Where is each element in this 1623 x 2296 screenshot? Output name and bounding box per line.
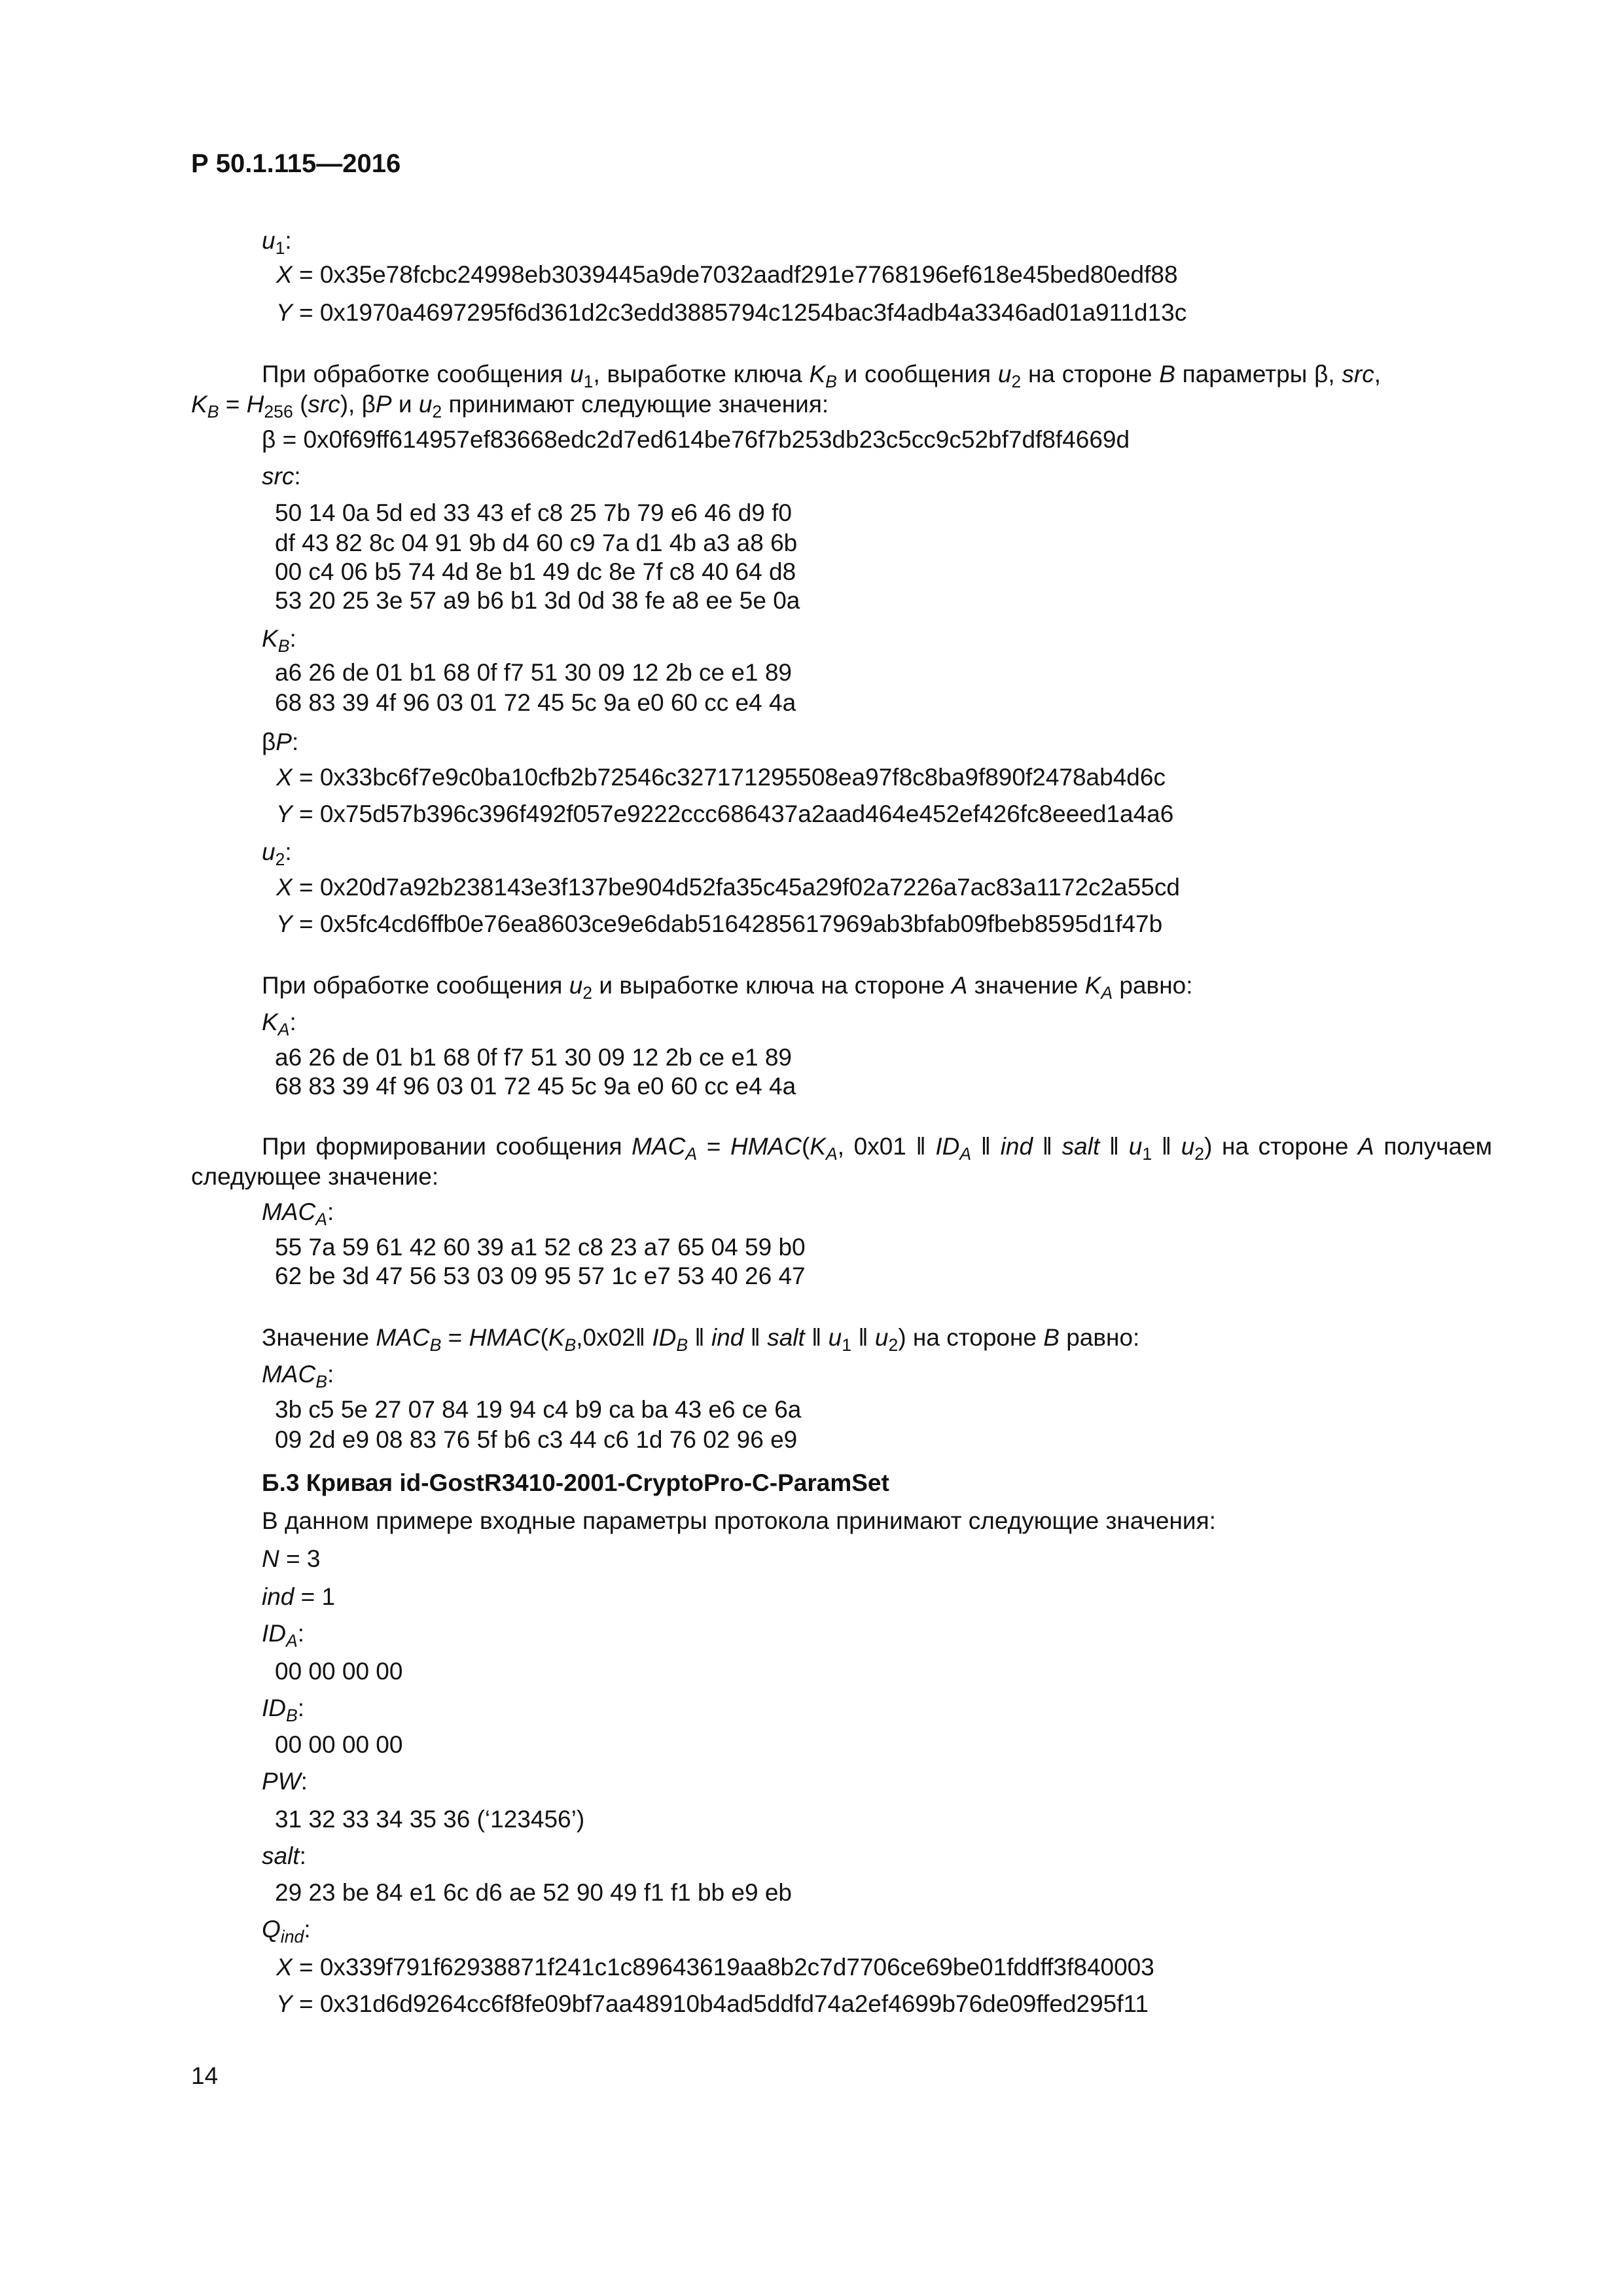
idb-hex: 00 00 00 00 [275,1731,403,1758]
maca-hex-line: 55 7a 59 61 42 60 39 a1 52 c8 23 a7 65 04 59 b0 [275,1234,806,1261]
src-hex-line: df 43 82 8c 04 91 9b d4 60 c9 7a d1 4b a3 a8 6b [275,529,798,556]
idb-label: $ID_B$: [262,1695,305,1725]
document-number-header: Р 50.1.115—2016 [191,149,401,178]
u2-x-coordinate: X = 0x20d7a92b238143e3f137be904d52fa35c45a29f02a7226a7ac83a1172c2a55cd [276,874,1180,901]
salt-hex: 29 23 be 84 e1 6c d6 ae 52 90 49 f1 f1 bb e9 eb [275,1879,793,1906]
qind-label: $Q_{ind}$: [262,1916,311,1946]
ind-value: ind = 1 [262,1583,336,1610]
maca-hex-line: 62 be 3d 47 56 53 03 09 95 57 1c e7 53 40 26 47 [275,1263,806,1289]
ka-hex-line: 68 83 39 4f 96 03 01 72 45 5c 9a e0 60 cc e4 4a [275,1073,796,1100]
betaP-label: βP: [262,728,299,755]
ida-hex: 00 00 00 00 [275,1658,403,1685]
u2-y-coordinate: Y = 0x5fc4cd6ffb0e76ea8603ce9e6dab5164285617969ab3bfab09fbeb8595d1f47b [276,910,1163,937]
macb-label: $MAC_B$: [262,1361,334,1391]
ida-label: $ID_A$: [262,1620,305,1651]
section-intro: В данном примере входные параметры протокола принимают следующие значения: [262,1507,1216,1534]
macb-hex-line: 09 2d e9 08 83 76 5f b6 c3 44 c6 1d 76 02 96 e9 [275,1426,798,1453]
src-label: src: [262,463,301,490]
u2-label: $u_2$: [262,838,292,869]
paragraph-macb-value: Значение $MAC_B$ = $HMAC(K_B,0x02‖$ $ID_B$ ‖ ind ‖ salt ‖ $u_1$ ‖ $u_2$) на стороне B равно: [262,1324,1140,1355]
qind-x-coordinate: X = 0x339f791f62938871f241c1c89643619aa8b2c7d7706ce69be01fddff3f840003 [276,1954,1154,1981]
src-hex-line: 00 c4 06 b5 74 4d 8e b1 49 dc 8e 7f c8 40 64 d8 [275,558,796,585]
section-heading: Б.3 Кривая id-GostR3410-2001-CryptoPro-C-ParamSet [262,1469,889,1496]
maca-label: $MAC_A$: [262,1198,334,1229]
paragraph-forming-maca-line2: следующее значение: [191,1163,439,1190]
kb-hex-line: 68 83 39 4f 96 03 01 72 45 5c 9a e0 60 cc e4 4a [275,689,796,716]
u1-label: $u_1$: [262,227,292,258]
u1-y-coordinate: Y = 0x1970a4697295f6d361d2c3edd3885794c1254bac3f4adb4a3346ad01a911d13c [276,299,1187,326]
pw-hex: 31 32 33 34 35 36 (‘123456’) [275,1806,585,1833]
n-value: N = 3 [262,1545,321,1572]
salt-label: salt: [262,1842,306,1869]
betaP-x-coordinate: X = 0x33bc6f7e9c0ba10cfb2b72546c327171295508ea97f8c8ba9f890f2478ab4d6c [276,764,1166,791]
paragraph-processing-u2: При обработке сообщения $u_2$ и выработке ключа на стороне A значение $K_A$ равно: [262,972,1193,1003]
macb-hex-line: 3b c5 5e 27 07 84 19 94 c4 b9 ca ba 43 e6 ce 6a [275,1396,802,1423]
ka-label: $K_A$: [262,1009,296,1039]
pw-label: PW: [262,1768,308,1795]
page-number: 14 [191,2062,219,2089]
u1-x-coordinate: X = 0x35e78fcbc24998eb3039445a9de7032aadf291e7768196ef618e45bed80edf88 [276,261,1178,288]
paragraph-processing-u1-line2: $K_B = H_{256}$ (src), βP и $u_2$ принимают следующие значения: [191,391,829,422]
paragraph-forming-maca: При формировании сообщения $MAC_A$ = $HMAC(K_A$, 0x01 ‖ $ID_A$ ‖ ind ‖ salt ‖ $u_1$ ‖ $u_2$) на стороне A получаем [262,1133,1493,1164]
paragraph-processing-u1: При обработке сообщения $u_1$, выработке ключа $K_B$ и сообщения $u_2$ на стороне B параметры β, src, [262,361,1382,391]
beta-value: β = 0x0f69ff614957ef83668edc2d7ed614be76f7b253db23c5cc9c52bf7df8f4669d [262,426,1130,453]
kb-hex-line: a6 26 de 01 b1 68 0f f7 51 30 09 12 2b ce e1 89 [275,659,793,686]
kb-label: $K_B$: [262,625,296,656]
src-hex-line: 53 20 25 3e 57 a9 b6 b1 3d 0d 38 fe a8 ee 5e 0a [275,587,800,614]
src-hex-line: 50 14 0a 5d ed 33 43 ef c8 25 7b 79 e6 46 d9 f0 [275,499,793,526]
betaP-y-coordinate: Y = 0x75d57b396c396f492f057e9222ccc686437a2aad464e452ef426fc8eeed1a4a6 [276,800,1174,827]
qind-y-coordinate: Y = 0x31d6d9264cc6f8fe09bf7aa48910b4ad5ddfd74a2ef4699b76de09ffed295f11 [276,1990,1149,2017]
ka-hex-line: a6 26 de 01 b1 68 0f f7 51 30 09 12 2b ce e1 89 [275,1044,793,1071]
